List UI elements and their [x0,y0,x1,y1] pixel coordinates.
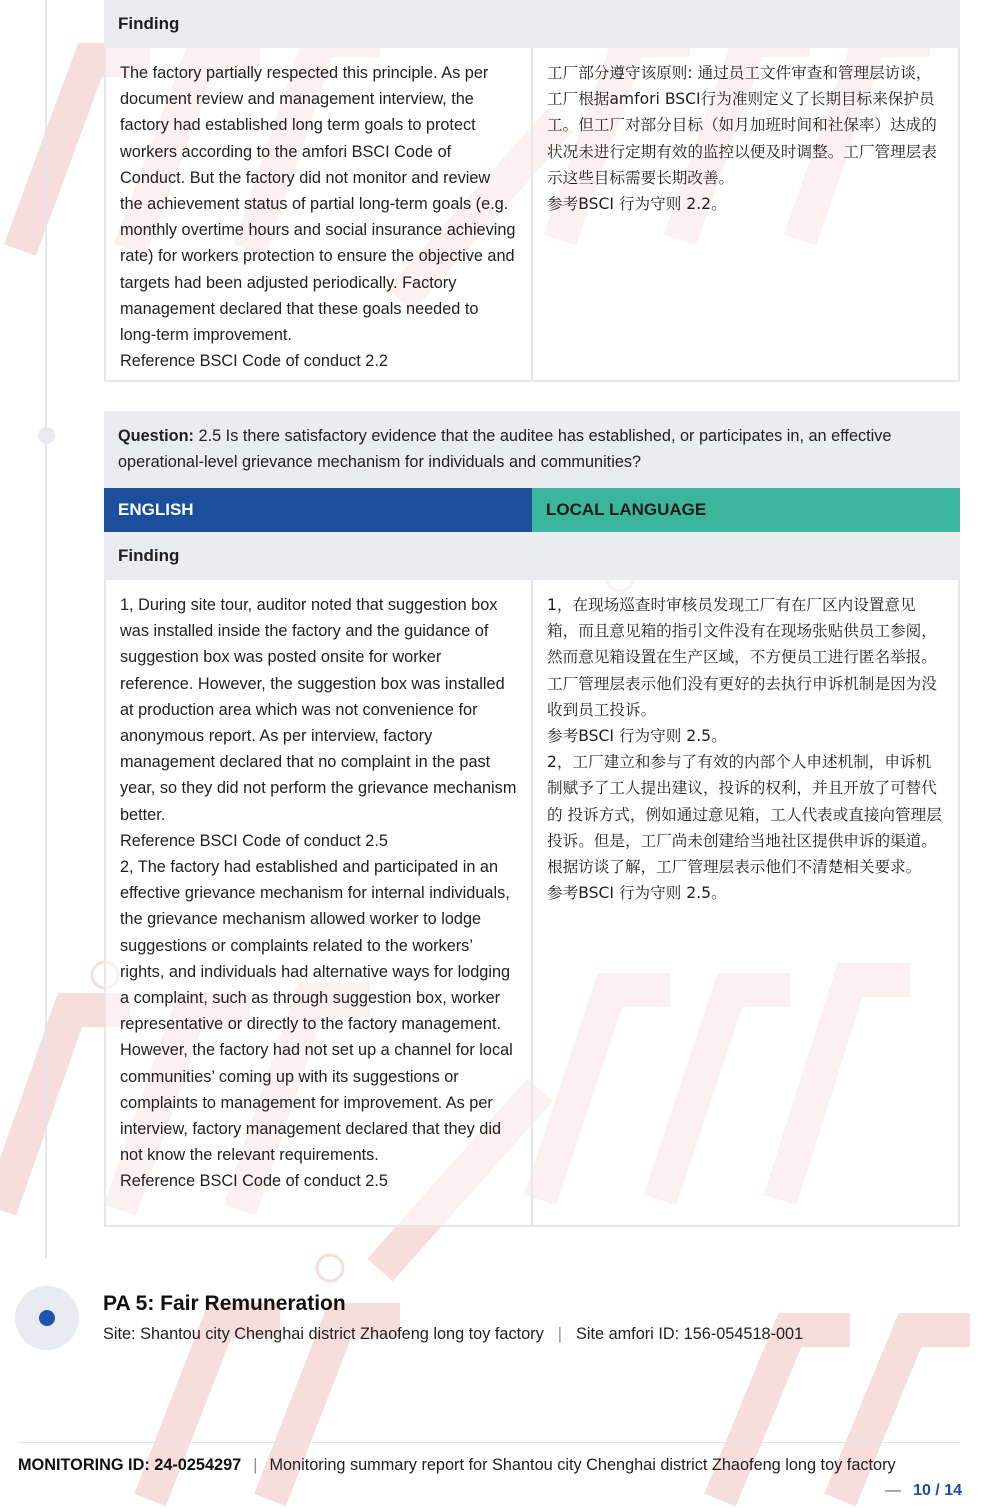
footer-divider [18,1442,960,1443]
finding-body [104,580,960,1227]
english-header: ENGLISH [104,488,532,532]
question-body: 2.5 Is there satisfactory evidence that the auditee has established, or participates in, an effective operational-level grievance mechanism for individuals and communities? [118,427,892,472]
footer-separator: | [253,1456,258,1474]
finding-header: Finding [104,532,960,580]
timeline-dot [38,427,55,444]
question-block-2-5 [104,411,960,1227]
finding-header: Finding [104,0,960,48]
local-language-header: LOCAL LANGUAGE [532,488,960,532]
finding-body [104,48,960,382]
finding-local-text: 1，在现场巡查时审核员发现工厂有在厂区内设置意见箱，而且意见箱的指引文件没有在现场张贴供员工参阅，然而意见箱设置在生产区域，不方便员工进行匿名举报。工厂管理层表示他们没有更好的去执行申诉机制是因为没收到员工投诉。 参考BSCI 行为守则 2.5。 2，工厂建立和参与了有效的内部个人申述机制，申诉机制赋予了工人提出建议，投诉的权利，并且开放了可替代的 投诉方式，例如通过意见箱，工人代表或直接向管理层投诉。但是，工厂尚未创建给当地社区提供申诉的渠道。根据访谈了解，工厂管理层表示他们不清楚相关要求。 参考BSCI 行为守则 2.5。 [547,596,942,903]
question-text [104,411,960,488]
finding-block-2-2 [104,0,960,382]
language-header-row [104,488,960,532]
timeline-line [45,0,47,1258]
site-name: Site: Shantou city Chenghai district Zhaofeng long toy factory [103,1325,544,1343]
page-count: 10 / 14 [913,1482,962,1499]
pa-title: PA 5: Fair Remuneration [103,1292,346,1315]
finding-english-text: The factory partially respected this principle. As per document review and management interview, the factory had established long term goals to protect workers according to the amfori BSCI Code of Conduct. But the factory did not monitor and review the achievement status of partial long-term goals (e.g. monthly overtime hours and social insurance achieving rate) for workers protection to ensure the objective and targets had been adjusted periodically. Factory management declared that these goals needed to long-term improvement. Reference BSCI Code of conduct 2.2 [106,48,533,380]
section-marker-icon [15,1286,79,1350]
monitoring-id: MONITORING ID: 24-0254297 [18,1456,242,1474]
report-title: Monitoring summary report for Shantou city Chenghai district Zhaofeng long toy factory [269,1456,896,1474]
separator: | [557,1325,562,1343]
pa-site-line [103,1325,803,1344]
section-marker-dot [39,1310,55,1326]
page-dash: — [885,1482,902,1499]
site-amfori-id: Site amfori ID: 156-054518-001 [575,1325,804,1343]
page-number [885,1482,962,1500]
question-label: Question: [118,427,194,445]
finding-local-text: 工厂部分遵守该原则: 通过员工文件审查和管理层访谈，工厂根据amfori BSCI行为准则定义了长期目标来保护员工。但工厂对部分目标（如月加班时间和社保率）达成的状况未进行定期有效的监控以便及时调整。工厂管理层表示这些目标需要长期改善。 参考BSCI 行为守则 2.2。 [547,64,937,214]
finding-english-text: 1, During site tour, auditor noted that suggestion box was installed inside the factory and the guidance of suggestion box was posted onsite for worker reference. However, the suggestion box was installed at production area which was not convenience for anonymous report. As per interview, factory management declared that no complaint in the past year, so they did not perform the grievance mechanism better. Reference BSCI Code of conduct 2.5 2, The factory had established and participated in an effective grievance mechanism for internal individuals, the grievance mechanism allowed worker to lodge suggestions or complaints related to the workers’ rights, and individuals had alternative ways for lodging a complaint, such as through suggestion box, worker representative or directly to the factory management. However, the factory had not set up a channel for local communities’ coming up with its suggestions or complaints to management for improvement. As per interview, factory management declared that they did not know the relevant requirements. Reference BSCI Code of conduct 2.5 [106,580,533,1225]
footer [18,1456,896,1475]
